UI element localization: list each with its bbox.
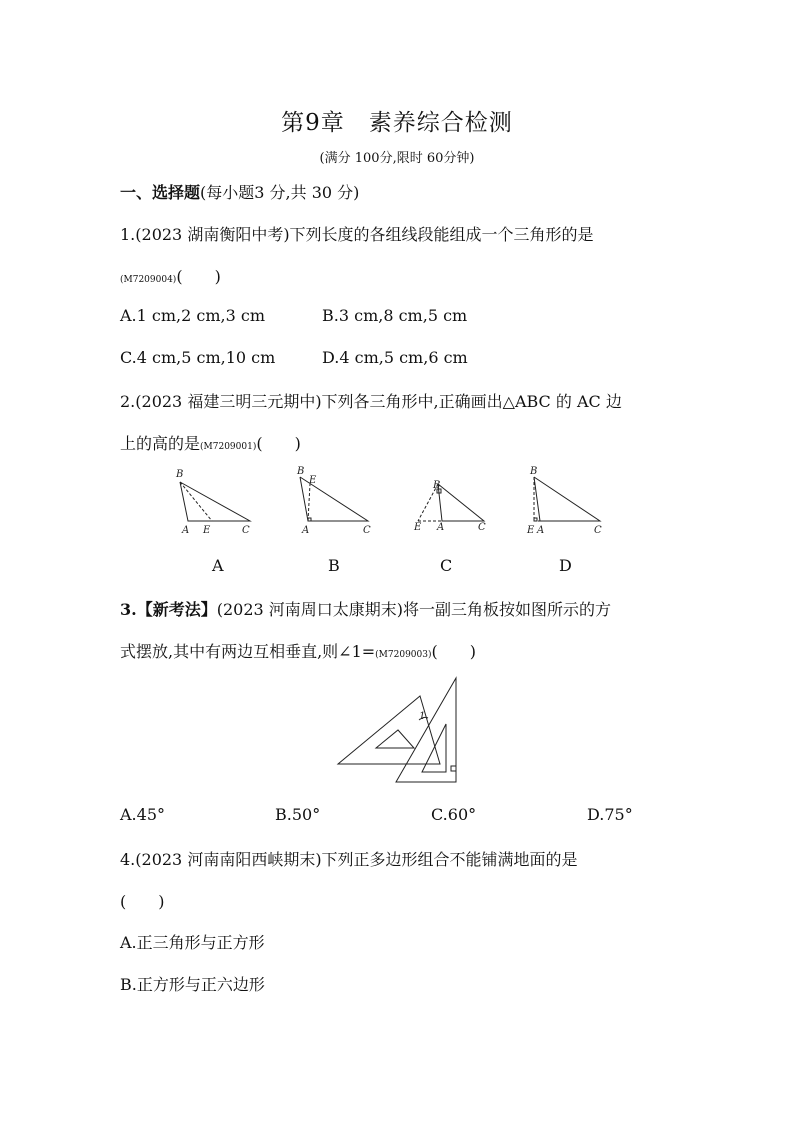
q2-fig-b-label-e: E: [309, 475, 317, 486]
q2-fig-d-right-angle: [534, 518, 537, 521]
q2-fig-d-triangle: [534, 477, 600, 521]
q2-fig-c-label-e: E: [414, 522, 422, 533]
q2-fig-d-label-e: E: [527, 525, 535, 536]
q3-option-b: B.50°: [275, 805, 321, 824]
q4-answer-paren: ( ): [120, 892, 165, 911]
q3-code: (M7209003): [375, 650, 432, 660]
q2-fig-d-label-b: B: [530, 466, 538, 477]
q3-option-c: C.60°: [431, 805, 477, 824]
q2-answer-paren: ( ): [256, 434, 301, 453]
page-subtitle: (满分 100分,限时 60分钟): [319, 151, 475, 166]
q2-triangle-figures: [160, 462, 620, 542]
q2-caption-a: A: [212, 556, 224, 575]
q2-fig-a-label-b: B: [176, 469, 184, 480]
q1-code: (M7209004): [120, 275, 177, 285]
q2-fig-b-label-b: B: [297, 466, 305, 477]
q4-option-a: A.正三角形与正方形: [120, 933, 265, 952]
q1-answer-line: [120, 264, 221, 287]
q3-answer-paren: ( ): [431, 642, 476, 661]
q3-right-angle-mark: [451, 766, 456, 771]
q1-option-d: D.4 cm,5 cm,6 cm: [322, 348, 468, 367]
q1-option-a: A.1 cm,2 cm,3 cm: [120, 306, 266, 325]
q3-angle-label: 1: [419, 711, 426, 722]
q3-stem-2: [120, 639, 476, 662]
q2-fig-a-label-c: C: [242, 525, 250, 536]
q2-fig-d-label-c: C: [594, 525, 602, 536]
q2-stem-cont: 上的高的是: [120, 434, 201, 453]
q3-tag: 3.【新考法】: [120, 600, 217, 619]
q1-stem: 1.(2023 湖南衡阳中考)下列长度的各组线段能组成一个三角形的是: [120, 225, 594, 244]
q2-caption-d: D: [559, 556, 572, 575]
q2-fig-b-label-a: A: [302, 525, 310, 536]
q3-stem: [120, 597, 611, 620]
q2-fig-c-label-b: B: [433, 480, 441, 491]
q3-option-d: D.75°: [587, 805, 633, 824]
q3-isosceles-triangle: [338, 696, 440, 764]
q2-fig-d-label-a: A: [537, 525, 545, 536]
q2-fig-b-dashed: [308, 484, 310, 521]
q3-30-60-triangle: [396, 678, 456, 782]
q2-fig-a-label-e: E: [203, 525, 211, 536]
q2-fig-b-label-c: C: [363, 525, 371, 536]
q2-caption-b: B: [328, 556, 340, 575]
q3-set-squares-figure: [330, 672, 470, 788]
q1-option-b: B.3 cm,8 cm,5 cm: [322, 306, 468, 325]
q2-fig-a-label-a: A: [182, 525, 190, 536]
page-title: 第9章 素养综合检测: [281, 110, 513, 136]
q2-fig-c-label-c: C: [478, 522, 486, 533]
section-title: 一、选择题: [120, 183, 201, 202]
q1-answer-paren: ( ): [176, 267, 221, 286]
section-heading: [120, 180, 359, 203]
q4-stem: 4.(2023 河南南阳西峡期末)下列正多边形组合不能铺满地面的是: [120, 850, 578, 869]
q3-stem-text: (2023 河南周口太康期末)将一副三角板按如图所示的方: [216, 600, 612, 619]
q3-isosceles-inner: [376, 730, 414, 748]
q2-fig-b-right-angle: [308, 518, 311, 521]
q2-stem: 2.(2023 福建三明三元期中)下列各三角形中,正确画出△ABC 的 AC 边: [120, 392, 622, 411]
q2-fig-c-triangle: [438, 484, 484, 521]
q4-option-b: B.正方形与正六边形: [120, 975, 265, 994]
q2-fig-a-dashed: [180, 482, 212, 521]
q2-fig-c-label-a: A: [437, 522, 445, 533]
q2-stem-2: [120, 431, 301, 454]
q3-option-a: A.45°: [120, 805, 165, 824]
q1-option-c: C.4 cm,5 cm,10 cm: [120, 348, 276, 367]
section-note: (每小题3 分,共 30 分): [200, 183, 360, 202]
q3-stem-cont: 式摆放,其中有两边互相垂直,则∠1=: [120, 642, 376, 661]
q2-code: (M7209001): [200, 442, 257, 452]
q2-fig-a-triangle: [180, 482, 250, 521]
q2-caption-c: C: [440, 556, 453, 575]
